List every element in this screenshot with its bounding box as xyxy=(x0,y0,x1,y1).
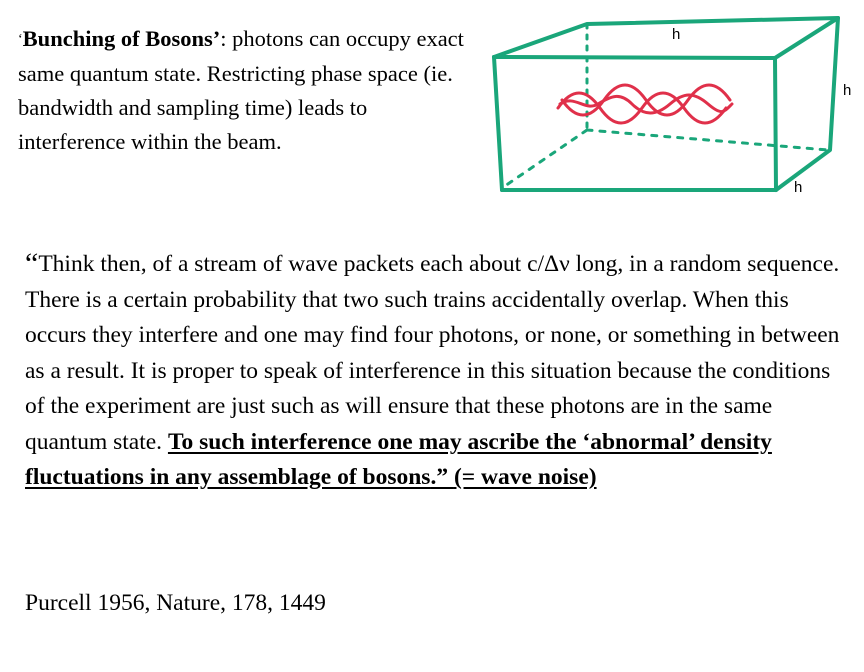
back-depth-edge xyxy=(502,130,587,188)
intro-bold-term: Bunching of Bosons’ xyxy=(22,26,221,51)
intro-text: : photons can occupy exact same quantum state. Restricting phase space (ie. bandwidth and sampling time) leads to interference within the beam. xyxy=(18,26,464,154)
top-face-edges xyxy=(494,18,838,58)
photon-box-diagram xyxy=(480,0,864,230)
box-outline xyxy=(494,18,838,190)
quote-close: .” xyxy=(430,464,454,490)
intro-paragraph xyxy=(18,22,468,159)
citation: Purcell 1956, Nature, 178, 1449 xyxy=(25,590,326,616)
right-face-edges xyxy=(776,18,838,190)
h-label-bottom: h xyxy=(794,179,803,196)
h-label-right: h xyxy=(843,82,852,99)
quote-open-mark: “ xyxy=(25,247,39,280)
intro-open-quote: ‘ xyxy=(18,32,23,47)
front-face-edges xyxy=(494,57,776,190)
quote-body: Think then, of a stream of wave packets each about c/Δν long, in a random sequence. There is a certain probability that two such trains accidentally overlap. When this occurs they interfere and one may find four photons, or none, or something in between as a result. It is proper to speak of interference in this situation because the conditions of the experiment are just such as will ensure that these photons are in the same quantum state. xyxy=(25,251,840,455)
back-bottom-edge xyxy=(587,130,828,150)
quote-emphasis: To such interference one may ascribe the ‘abnormal’ density fluctuations in any assemblage of bosons xyxy=(25,428,772,490)
wave-packets xyxy=(558,85,732,123)
h-label-top: h xyxy=(672,26,681,43)
front-left-edge xyxy=(494,57,502,190)
purcell-quote xyxy=(25,246,855,496)
quote-note: (= wave noise) xyxy=(453,464,597,490)
